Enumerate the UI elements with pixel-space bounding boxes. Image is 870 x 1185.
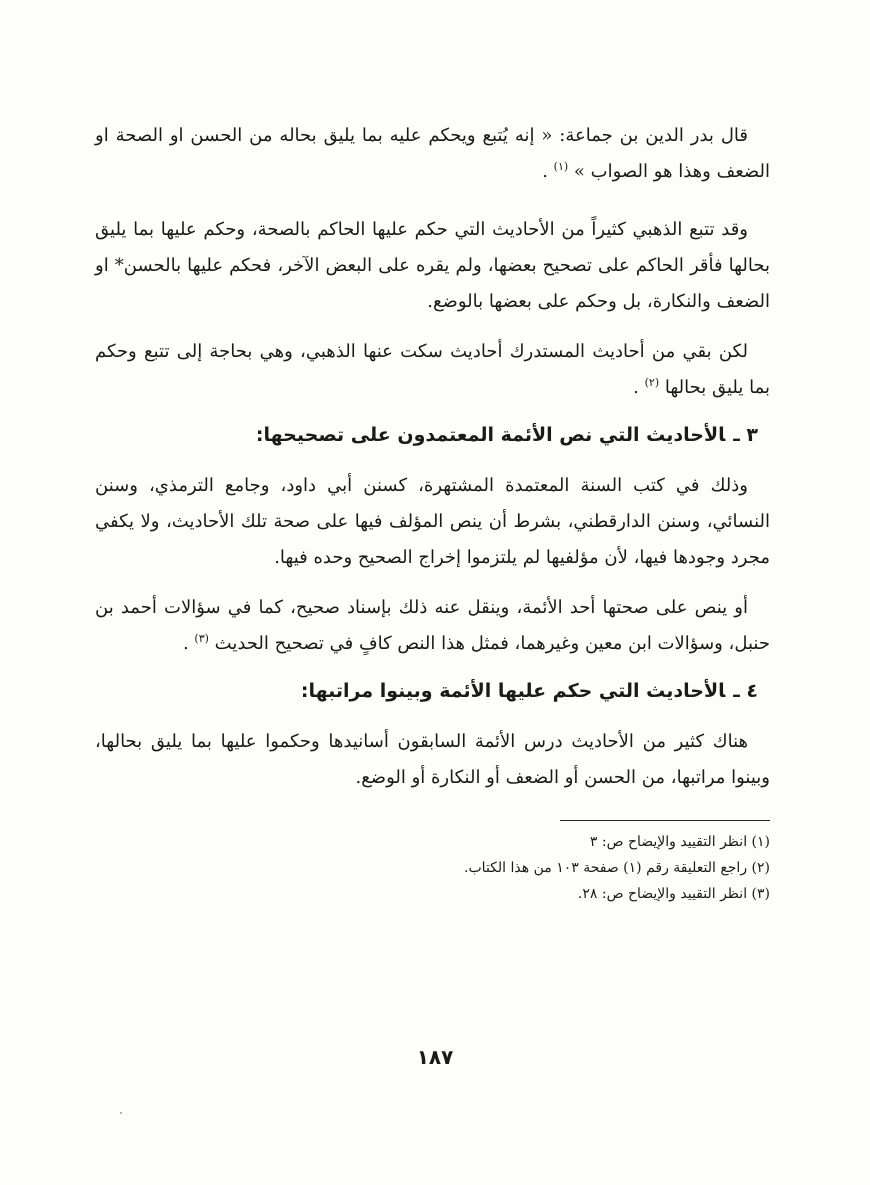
- paragraph-text: أو ينص على صحتها أحد الأئمة، وينقل عنه ذلك بإسناد صحيح، كما في سؤالات أحمد بن حنبل، وسؤالات ابن معين وغيرهما، فمثل هذا النص كافٍ في تصحيح الحديث: [95, 597, 770, 654]
- paragraph-sunan: وذلك في كتب السنة المعتمدة المشتهرة، كسنن أبي داود، وجامع الترمذي، وسنن النسائي، وسنن الدارقطني، بشرط أن ينص المؤلف فيها على صحة تلك الأحاديث، ولا يكفي مجرد وجودها فيها، لأن مؤلفيها لم يلتزموا إخراج الصحيح وحده فيها.: [95, 475, 770, 568]
- section-4-heading: [95, 676, 758, 706]
- footnote-ref-3: (٣): [194, 632, 209, 645]
- section-title: الأحاديث التي نص الأئمة المعتمدون على تصحيحها:: [255, 424, 726, 446]
- paragraph-ranks: هناك كثير من الأحاديث درس الأئمة السابقون أسانيدها وحكموا عليها بما يليق بحالها، وبينوا مراتبها، من الحسن أو الضعف أو النكارة أو الوضع.: [95, 731, 770, 788]
- section-number: ٣ ـ: [733, 424, 758, 446]
- footnote-ref-2: (٢): [644, 376, 660, 389]
- paragraph-text: لكن بقي من أحاديث المستدرك أحاديث سكت عنها الذهبي، وهي بحاجة إلى تتبع وحكم بما يليق بحالها: [95, 341, 770, 398]
- paragraph-ibn-jamaa: قال بدر الدين بن جماعة: « إنه يُتبع ويحكم عليه بما يليق بحاله من الحسن او الصحة او الضعف وهذا هو الصواب » $^{(١)}$ .: [95, 125, 770, 182]
- section-3-heading: [95, 420, 758, 450]
- scan-speck: [120, 1112, 122, 1114]
- section-number: ٤ ـ: [733, 680, 758, 702]
- footnote-ref-1: (١): [553, 160, 569, 173]
- section-title: الأحاديث التي حكم عليها الأئمة وبينوا مراتبها:: [300, 680, 726, 702]
- paragraph-mustadrak: لكن بقي من أحاديث المستدرك أحاديث سكت عنها الذهبي، وهي بحاجة إلى تتبع وحكم بما يليق بحالها $^{(٢)}$ .: [95, 341, 770, 398]
- footnote-divider: [560, 820, 770, 821]
- paragraph-dhahabi: وقد تتبع الذهبي كثيراً من الأحاديث التي حكم عليها الحاكم بالصحة، وحكم عليها بما يليق بحالها فأقر الحاكم على تصحيح بعضها، ولم يقره على البعض الآخر، فحكم عليها بالحسن* او الضعف والنكارة، بل وحكم على بعضها بالوضع.: [95, 219, 771, 312]
- page-body: [95, 118, 770, 907]
- footnote-1: (١) انظر التقييد والإيضاح ص: ٣: [589, 834, 770, 850]
- page-number: ١٨٧: [416, 1045, 454, 1069]
- footnote-3: (٣) انظر التقييد والإيضاح ص: ٢٨.: [577, 886, 770, 902]
- paragraph-imams: أو ينص على صحتها أحد الأئمة، وينقل عنه ذلك بإسناد صحيح، كما في سؤالات أحمد بن حنبل، وسؤالات ابن معين وغيرهما، فمثل هذا النص كافٍ في تصحيح الحديث $^{(٣)}$ .: [95, 597, 770, 654]
- paragraph-text: قال بدر الدين بن جماعة: « إنه يُتبع ويحكم عليه بما يليق بحاله من الحسن او الصحة او الضعف وهذا هو الصواب »: [95, 125, 770, 182]
- footnote-2: (٢) راجع التعليقة رقم (١) صفحة ١٠٣ من هذا الكتاب.: [464, 860, 770, 876]
